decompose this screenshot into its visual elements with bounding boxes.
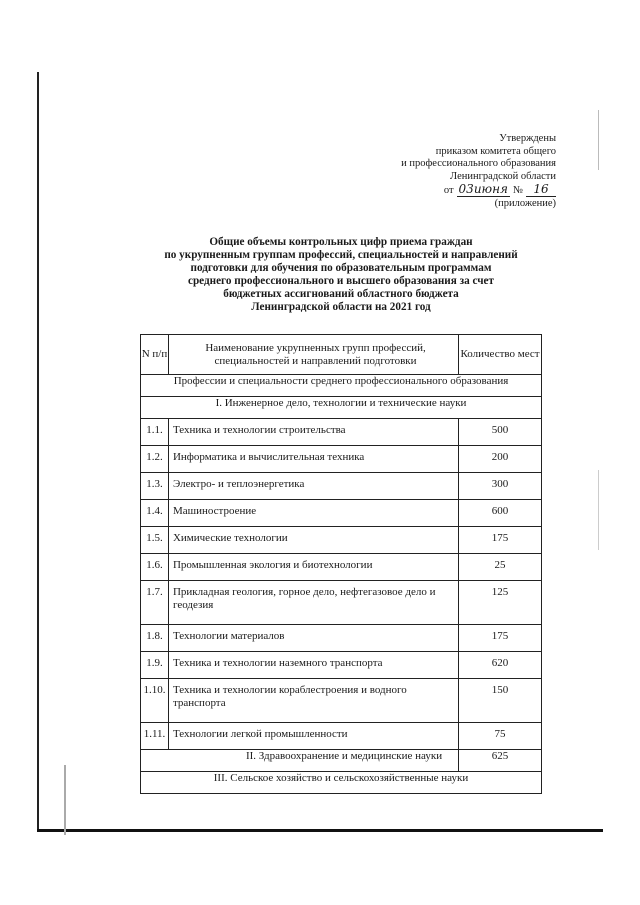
row-name: Информатика и вычислительная техника: [168, 446, 458, 473]
group-subtotal-label: II. Здравоохранение и медицинские науки: [141, 750, 459, 772]
scan-artifact: [598, 470, 599, 550]
row-name: Технологии легкой промышленности: [168, 723, 458, 750]
admission-quota-table: [140, 334, 542, 794]
row-qty: 175: [459, 625, 542, 652]
approval-line: и профессионального образования: [401, 158, 556, 170]
approval-line: Утверждены: [499, 133, 556, 144]
row-num: 1.2.: [141, 446, 169, 473]
scan-artifact: [598, 110, 599, 170]
scan-border-bottom: [37, 829, 603, 832]
row-name: Техника и технологии наземного транспорта: [168, 652, 458, 679]
table-row: [141, 581, 542, 625]
row-name: Техника и технологии кораблестроения и водного транспорта: [168, 679, 458, 723]
table-row: [141, 723, 542, 750]
row-qty: 620: [459, 652, 542, 679]
group-title: I. Инженерное дело, технологии и технические науки: [141, 397, 542, 419]
title-line: подготовки для обучения по образовательным программам: [190, 262, 492, 274]
header-qty: Количество мест: [459, 335, 542, 375]
title-line: Ленинградской области на 2021 год: [251, 301, 431, 313]
row-name: Промышленная экология и биотехнологии: [168, 554, 458, 581]
row-name: Технологии материалов: [168, 625, 458, 652]
table-row: [141, 679, 542, 723]
row-qty: 25: [459, 554, 542, 581]
row-name: Электро- и теплоэнергетика: [168, 473, 458, 500]
number-label: №: [512, 185, 523, 197]
handwritten-number: 16: [526, 183, 556, 197]
section-row: [141, 375, 542, 397]
header-num: N п/п: [141, 335, 169, 375]
appendix-label: (приложение): [494, 197, 556, 209]
approval-date-row: [401, 183, 556, 198]
row-num: 1.5.: [141, 527, 169, 554]
approval-line: Ленинградской области: [450, 170, 556, 182]
group-subtotal-row: [141, 750, 542, 772]
header-name: Наименование укрупненных групп профессий, специальностей и направлений подготовки: [168, 335, 458, 375]
table-header-row: [141, 335, 542, 375]
group-row: [141, 397, 542, 419]
row-qty: 300: [459, 473, 542, 500]
scan-border-left: [37, 72, 39, 832]
section-title: Профессии и специальности среднего профессионального образования: [141, 375, 542, 397]
title-line: Общие объемы контрольных цифр приема граждан: [209, 236, 473, 248]
group-title: III. Сельское хозяйство и сельскохозяйственные науки: [141, 772, 542, 794]
row-name: Машиностроение: [168, 500, 458, 527]
table-row: [141, 473, 542, 500]
approval-stamp: [401, 133, 556, 211]
row-num: 1.6.: [141, 554, 169, 581]
title-line: бюджетных ассигнований областного бюджета: [223, 288, 459, 300]
row-num: 1.4.: [141, 500, 169, 527]
title-line: среднего профессионального и высшего образования за счет: [187, 275, 495, 287]
row-name: Прикладная геология, горное дело, нефтегазовое дело и геодезия: [168, 581, 458, 625]
table-row: [141, 625, 542, 652]
row-qty: 125: [459, 581, 542, 625]
table-row: [141, 446, 542, 473]
row-num: 1.10.: [141, 679, 169, 723]
table-row: [141, 500, 542, 527]
scan-artifact: [64, 765, 66, 835]
group-subtotal-qty: 625: [459, 750, 542, 772]
group-row: [141, 772, 542, 794]
row-name: Химические технологии: [168, 527, 458, 554]
handwritten-date: 03июня: [458, 182, 508, 197]
row-num: 1.11.: [141, 723, 169, 750]
row-qty: 200: [459, 446, 542, 473]
title-line: по укрупненным группам профессий, специальностей и направлений: [164, 249, 518, 261]
row-num: 1.7.: [141, 581, 169, 625]
row-qty: 75: [459, 723, 542, 750]
approval-line: приказом комитета общего: [435, 145, 556, 157]
table-row: [141, 652, 542, 679]
row-qty: 500: [459, 419, 542, 446]
table-row: [141, 419, 542, 446]
table-row: [141, 527, 542, 554]
row-name: Техника и технологии строительства: [168, 419, 458, 446]
row-num: 1.9.: [141, 652, 169, 679]
document-title: [140, 236, 542, 314]
row-qty: 600: [459, 500, 542, 527]
row-qty: 175: [459, 527, 542, 554]
table-row: [141, 554, 542, 581]
row-qty: 150: [459, 679, 542, 723]
from-label: от: [443, 185, 454, 197]
row-num: 1.1.: [141, 419, 169, 446]
row-num: 1.3.: [141, 473, 169, 500]
row-num: 1.8.: [141, 625, 169, 652]
